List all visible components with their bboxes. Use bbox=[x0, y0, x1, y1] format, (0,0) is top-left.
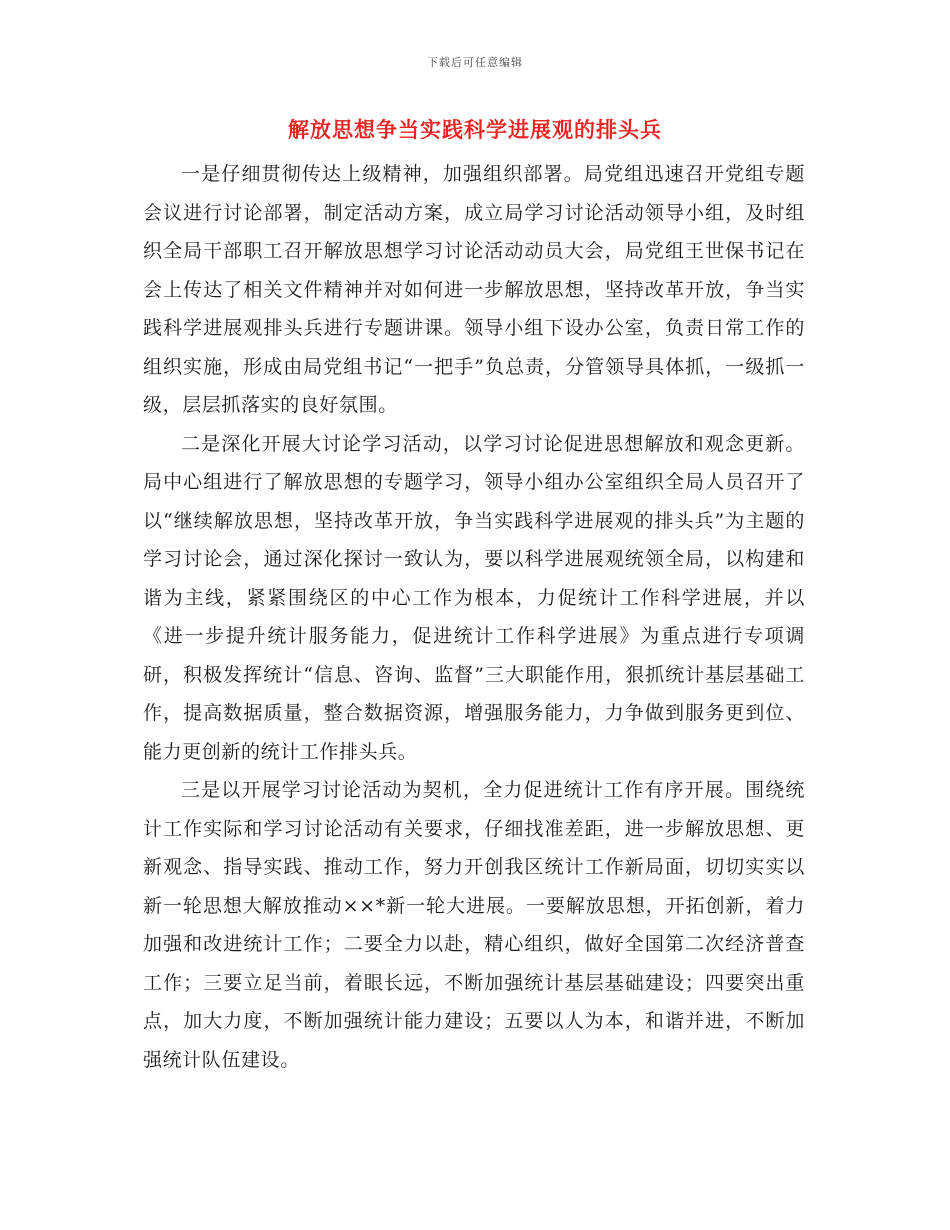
document-title: 解放思想争当实践科学进展观的排头兵 bbox=[288, 117, 662, 142]
paragraph-3: 三是以开展学习讨论活动为契机，全力促进统计工作有序开展。围绕统计工作实际和学习讨论活动有关要求，仔细找准差距，进一步解放思想、更新观念、指导实践、推动工作，努力开创我区统计工作新局面，切切实实以新一轮思想大解放推动××*新一轮大进展。一要解放思想，开拓创新，着力加强和改进统计工作；二要全力以赴，精心组织，做好全国第二次经济普查工作；三要立足当前，着眼长远，不断加强统计基层基础建设；四要突出重点，加大力度，不断加强统计能力建设；五要以人为本，和谐并进，不断加强统计队伍建设。 bbox=[143, 779, 805, 1071]
paragraph-2: 二是深化开展大讨论学习活动，以学习讨论促进思想解放和观念更新。局中心组进行了解放思想的专题学习，领导小组办公室组织全局人员召开了以“继续解放思想，坚持改革开放，争当实践科学进展观的排头兵”为主题的学习讨论会，通过深化探讨一致认为，要以科学进展观统领全局，以构建和谐为主线，紧紧围绕区的中心工作为根本，力促统计工作科学进展，并以《进一步提升统计服务能力，促进统计工作科学进展》为重点进行专项调研，积极发挥统计“信息、咨询、监督”三大职能作用，狠抓统计基层基础工作，提高数据质量，整合数据资源，增强服务能力，力争做到服务更到位、能力更创新的统计工作排头兵。 bbox=[143, 432, 805, 763]
paragraph-1: 一是仔细贯彻传达上级精神，加强组织部署。局党组迅速召开党组专题会议进行讨论部署，制定活动方案，成立局学习讨论活动领导小组，及时组织全局干部职工召开解放思想学习讨论活动动员大会，局党组王世保书记在会上传达了相关文件精神并对如何进一步解放思想，坚持改革开放，争当实践科学进展观排头兵进行专题讲课。领导小组下设办公室，负责日常工作的组织实施，形成由局党组书记“一把手”负总责，分管领导具体抓，一级抓一级，层层抓落实的良好氛围。 bbox=[143, 163, 805, 416]
document-body bbox=[143, 155, 805, 1079]
header-note: 下载后可任意编辑 bbox=[427, 56, 523, 69]
